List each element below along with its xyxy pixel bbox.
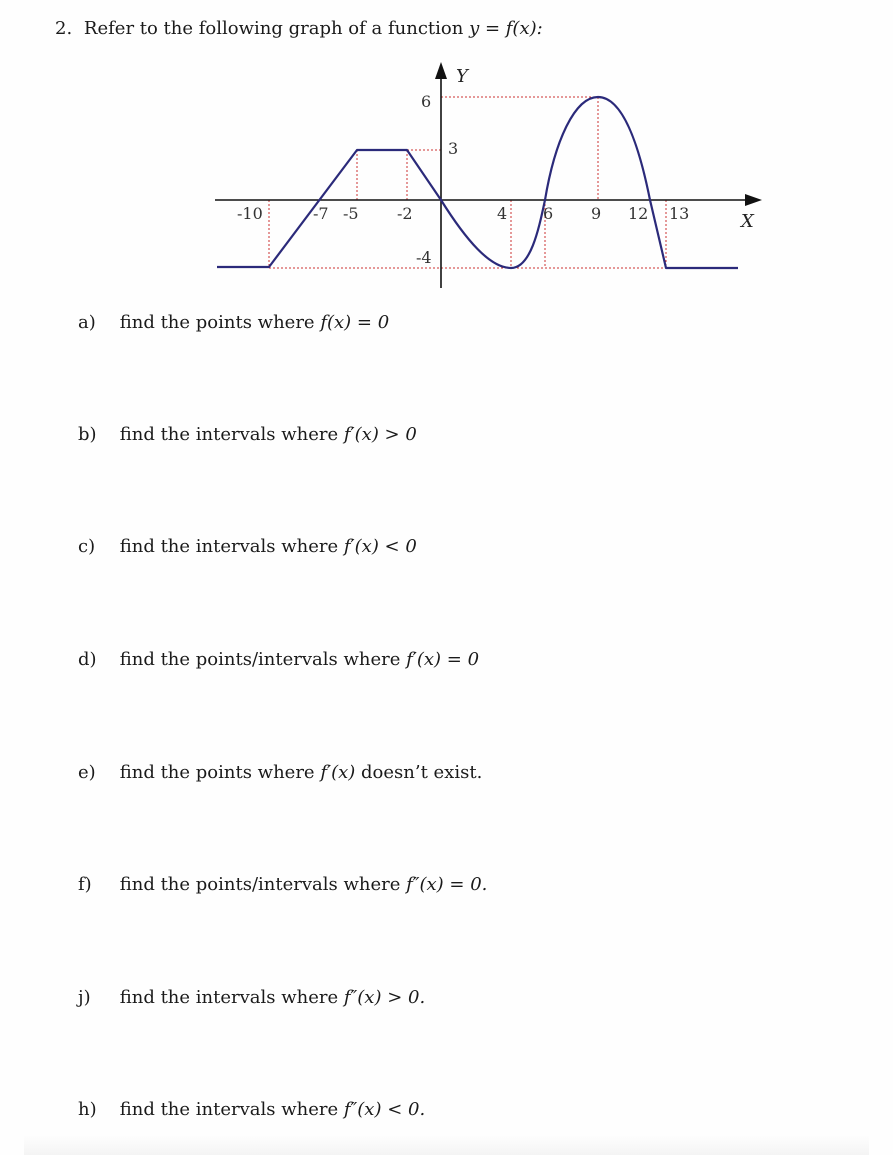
y-tick-labels xyxy=(416,92,458,267)
question-math: f(x) = 0 xyxy=(320,312,390,333)
question-j xyxy=(78,987,425,1008)
question-text: find the intervals where xyxy=(119,1099,339,1120)
question-label: b) xyxy=(78,424,97,445)
question-f xyxy=(78,874,487,895)
guide-lines xyxy=(269,97,666,268)
question-math: f′(x) > 0 xyxy=(343,424,417,445)
problem-stem-math: y = f(x): xyxy=(469,18,543,39)
question-text: find the points/intervals where xyxy=(119,874,401,895)
question-label: f) xyxy=(78,874,92,895)
question-text: find the points where xyxy=(119,312,315,333)
question-math: f′(x) = 0 xyxy=(406,649,480,670)
question-label: c) xyxy=(78,536,96,557)
question-label: e) xyxy=(78,762,96,783)
x-tick-label: 13 xyxy=(669,204,690,223)
question-math: f″(x) > 0. xyxy=(343,987,426,1008)
function-curve xyxy=(217,97,738,268)
x-axis-arrow xyxy=(745,194,762,206)
question-b xyxy=(78,424,417,445)
problem-stem-text: Refer to the following graph of a function xyxy=(83,18,464,39)
question-label: a) xyxy=(78,312,96,333)
problem-number: 2. xyxy=(55,18,73,39)
y-axis-label: Y xyxy=(456,66,468,87)
question-text: find the intervals where xyxy=(119,536,339,557)
question-suffix: doesn’t exist. xyxy=(361,762,483,783)
question-math: f′(x) xyxy=(320,762,356,783)
function-graph xyxy=(0,0,893,300)
axes xyxy=(215,62,762,288)
question-text: find the intervals where xyxy=(119,424,339,445)
x-tick-label: -10 xyxy=(237,204,263,223)
y-tick-label: 6 xyxy=(421,92,432,111)
question-a xyxy=(78,312,389,333)
question-e xyxy=(78,762,482,783)
question-text: find the intervals where xyxy=(119,987,339,1008)
x-tick-label: -5 xyxy=(343,204,359,223)
question-label: j) xyxy=(78,987,91,1008)
question-label: h) xyxy=(78,1099,97,1120)
question-math: f′(x) < 0 xyxy=(343,536,417,557)
y-tick-label: 3 xyxy=(448,139,459,158)
x-tick-label: 4 xyxy=(497,204,508,223)
question-text: find the points where xyxy=(119,762,315,783)
x-tick-label: 9 xyxy=(591,204,602,223)
question-text: find the points/intervals where xyxy=(119,649,401,670)
question-h xyxy=(78,1099,425,1120)
x-tick-label: -2 xyxy=(397,204,413,223)
page-bottom-strip xyxy=(24,1135,869,1155)
y-tick-label: -4 xyxy=(416,248,432,267)
x-tick-label: 6 xyxy=(543,204,554,223)
question-c xyxy=(78,536,417,557)
question-math: f″(x) < 0. xyxy=(343,1099,426,1120)
x-axis-label: X xyxy=(741,211,754,232)
y-axis-arrow xyxy=(435,62,447,79)
x-tick-label: 12 xyxy=(628,204,649,223)
x-tick-label: -7 xyxy=(313,204,329,223)
question-d xyxy=(78,649,479,670)
question-math: f″(x) = 0. xyxy=(406,874,488,895)
question-label: d) xyxy=(78,649,97,670)
